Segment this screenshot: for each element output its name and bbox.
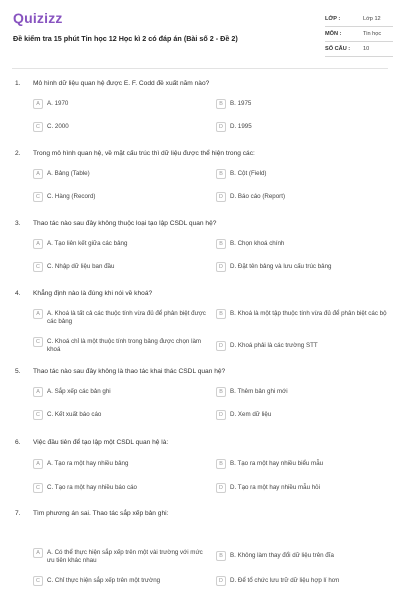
- option-text: B. Cột (Field): [230, 170, 267, 177]
- option-text: C. Khoá chỉ là một thuộc tính trong bảng được chọn làm khoá: [47, 338, 202, 353]
- option-letter-box: B: [216, 459, 226, 469]
- option-text: C. Nhập dữ liệu ban đầu: [47, 263, 115, 270]
- option-text: C. Hàng (Record): [47, 193, 96, 200]
- question-text: Thao tác nào sau đây không là thao tác khai thác CSDL quan hệ?: [33, 368, 226, 375]
- question-text: Thao tác nào sau đây không thuộc loại tạo lập CSDL quan hệ?: [33, 220, 217, 227]
- option-text: A. Sắp xếp các bản ghi: [47, 388, 111, 395]
- option-text: B. Khoá là một tập thuộc tính vừa đủ để phân biệt các bộ: [230, 310, 387, 317]
- option-text: A. Khoá là tất cả các thuộc tính vừa đủ để phân biệt được các bảng: [47, 310, 206, 325]
- meta-table: [325, 12, 393, 57]
- option-letter-box: A: [33, 548, 43, 558]
- question-number: 3.: [15, 220, 21, 227]
- option-text: C. Kết xuất báo cáo: [47, 411, 102, 418]
- option-letter-box: B: [216, 551, 226, 561]
- option-text: A. Tạo liên kết giữa các bảng: [47, 240, 128, 247]
- option-text: D. 1995: [230, 123, 252, 130]
- option-text: A. Bảng (Table): [47, 170, 90, 177]
- option-text: C. 2000: [47, 123, 69, 130]
- worksheet-title: Đề kiểm tra 15 phút Tin học 12 Học kì 2 có đáp án (Bài số 2 - Đề 2): [13, 34, 238, 43]
- question-text: Trong mô hình quan hệ, về mặt cấu trúc thì dữ liệu được thể hiện trong các:: [33, 150, 255, 157]
- option-letter-box: A: [33, 99, 43, 109]
- header-divider: [12, 68, 388, 69]
- option-letter-box: A: [33, 459, 43, 469]
- option-text: A. Tạo ra một hay nhiều bảng: [47, 460, 129, 467]
- option-letter-box: A: [33, 309, 43, 319]
- question-number: 5.: [15, 368, 21, 375]
- question-text: Việc đầu tiên để tạo lập một CSDL quan hệ là:: [33, 439, 169, 446]
- option-letter-box: C: [33, 262, 43, 272]
- option-text: D. Xem dữ liệu: [230, 411, 272, 418]
- option-text: B. Không làm thay đổi dữ liệu trên đĩa: [230, 552, 334, 559]
- option-text: D. Báo cáo (Report): [230, 193, 286, 200]
- meta-key: MÔN :: [325, 31, 342, 37]
- option-letter-box: C: [33, 122, 43, 132]
- option-letter-box: B: [216, 239, 226, 249]
- option-letter-box: B: [216, 169, 226, 179]
- option-text: D. Để tổ chức lưu trữ dữ liệu hợp lí hơn: [230, 577, 340, 584]
- option-letter-box: D: [216, 262, 226, 272]
- question-number: 7.: [15, 510, 21, 517]
- option-letter-box: D: [216, 192, 226, 202]
- meta-row-class: [325, 12, 393, 27]
- option-letter-box: A: [33, 169, 43, 179]
- question-number: 6.: [15, 439, 21, 446]
- meta-key: LỚP :: [325, 16, 341, 22]
- option-text: B. Chọn khoá chính: [230, 240, 285, 247]
- option-text: C. Tạo ra một hay nhiều báo cáo: [47, 484, 138, 491]
- option-letter-box: D: [216, 410, 226, 420]
- meta-key: SỐ CÂU :: [325, 46, 351, 52]
- option-letter-box: C: [33, 576, 43, 586]
- option-letter-box: D: [216, 576, 226, 586]
- meta-value: Tin học: [363, 31, 382, 37]
- option-letter-box: C: [33, 410, 43, 420]
- option-letter-box: B: [216, 309, 226, 319]
- option-text: D. Khoá phải là các trường STT: [230, 342, 318, 349]
- worksheet-header: [0, 0, 400, 62]
- question-text: Khẳng định nào là đúng khi nói về khoá?: [33, 290, 153, 297]
- option-text: C. Chỉ thực hiện sắp xếp trên một trường: [47, 577, 161, 584]
- question-number: 2.: [15, 150, 21, 157]
- option-letter-box: C: [33, 337, 43, 347]
- option-letter-box: D: [216, 483, 226, 493]
- meta-value: Lớp 12: [363, 16, 381, 22]
- meta-value: 10: [363, 46, 370, 52]
- option-text: B. Thêm bản ghi mới: [230, 388, 288, 395]
- question-number: 4.: [15, 290, 21, 297]
- meta-row-subject: [325, 27, 393, 42]
- option-letter-box: A: [33, 239, 43, 249]
- option-text: A. Có thể thực hiện sắp xếp trên một vài trường với mức ưu tiên khác nhau: [47, 549, 203, 564]
- option-text: D. Đặt tên bảng và lưu cấu trúc bảng: [230, 263, 332, 270]
- option-letter-box: B: [216, 387, 226, 397]
- meta-row-count: [325, 42, 393, 57]
- question-text: Tìm phương án sai. Thao tác sắp xếp bản ghi:: [33, 510, 169, 517]
- quizizz-logo: Quizizz: [13, 10, 63, 26]
- option-letter-box: D: [216, 122, 226, 132]
- option-text: A. 1970: [47, 100, 69, 107]
- option-text: B. 1975: [230, 100, 252, 107]
- option-text: B. Tạo ra một hay nhiều biểu mẫu: [230, 460, 324, 467]
- question-number: 1.: [15, 80, 21, 87]
- option-text: D. Tạo ra một hay nhiều mẫu hỏi: [230, 484, 320, 491]
- option-letter-box: C: [33, 483, 43, 493]
- option-letter-box: C: [33, 192, 43, 202]
- question-text: Mô hình dữ liệu quan hệ được E. F. Codd đề xuất năm nào?: [33, 80, 210, 87]
- option-letter-box: A: [33, 387, 43, 397]
- option-letter-box: D: [216, 341, 226, 351]
- option-letter-box: B: [216, 99, 226, 109]
